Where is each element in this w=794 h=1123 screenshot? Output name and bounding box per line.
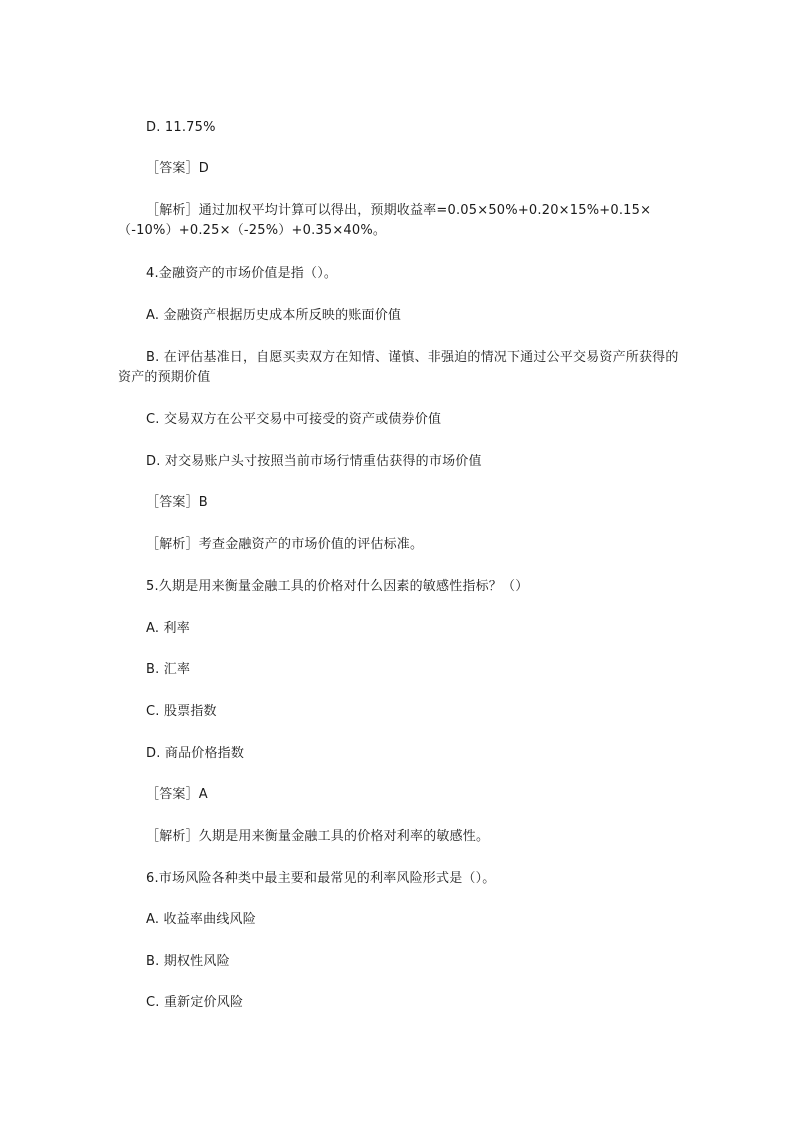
q5-option-b: B. 汇率 <box>146 662 191 677</box>
question-6: 6.市场风险各种类中最主要和最常见的利率风险形式是（）。 <box>146 871 496 886</box>
q5-option-c: C. 股票指数 <box>146 704 217 719</box>
q6-option-a: A. 收益率曲线风险 <box>146 912 256 927</box>
q6-option-c: C. 重新定价风险 <box>146 995 244 1010</box>
answer-label-q4: ［答案］B <box>146 495 208 510</box>
answer-label-q5: ［答案］A <box>146 787 208 802</box>
question-5: 5.久期是用来衡量金融工具的价格对什么因素的敏感性指标？（） <box>146 579 529 594</box>
answer-label-q3: ［答案］D <box>146 161 210 176</box>
analysis-q5: ［解析］久期是用来衡量金融工具的价格对利率的敏感性。 <box>146 829 490 844</box>
analysis-q3: ［解析］通过加权平均计算可以得出，预期收益率=0.05×50%+0.20×15%+0.15×（-10%）+0.25×（-25%）+0.35×40%。 <box>118 203 652 238</box>
q4-option-c: C. 交易双方在公平交易中可接受的资产或债券价值 <box>146 412 442 427</box>
option-d-11-75: D. 11.75% <box>146 120 216 135</box>
q5-option-a: A. 利率 <box>146 621 190 636</box>
analysis-q4: ［解析］考查金融资产的市场价值的评估标准。 <box>146 537 424 552</box>
q4-option-b: B. 在评估基准日，自愿买卖双方在知情、谨慎、非强迫的情况下通过公平交易资产所获得的资产的预期价值 <box>118 350 679 385</box>
q4-option-d: D. 对交易账户头寸按照当前市场行情重估获得的市场价值 <box>146 454 482 469</box>
q4-option-a: A. 金融资产根据历史成本所反映的账面价值 <box>146 308 402 323</box>
q6-option-b: B. 期权性风险 <box>146 954 230 969</box>
question-4: 4.金融资产的市场价值是指（）。 <box>146 266 338 281</box>
q5-option-d: D. 商品价格指数 <box>146 746 245 761</box>
